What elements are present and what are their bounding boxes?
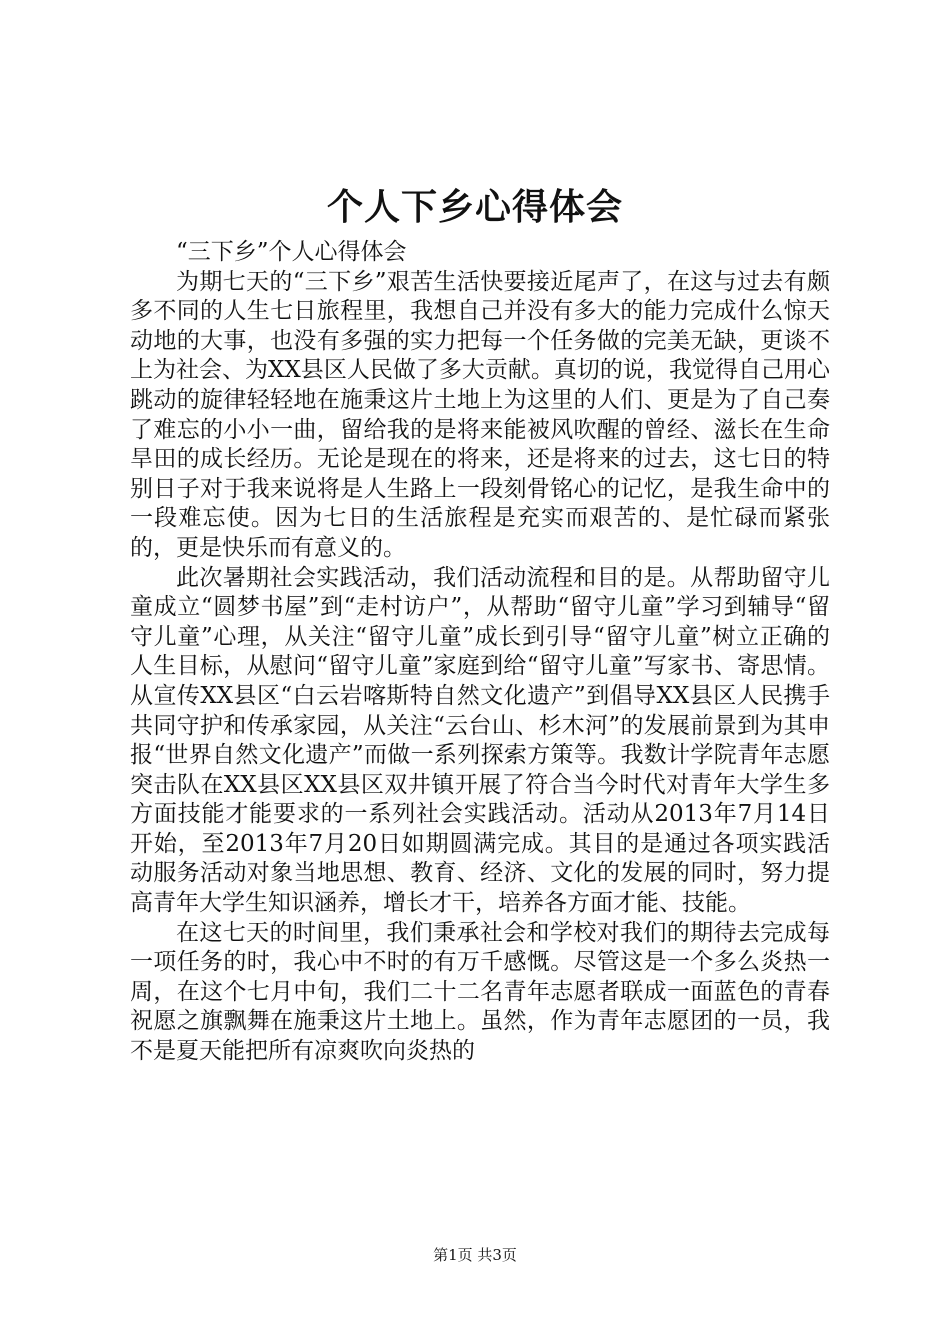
page-footer: 第1页 共3页 bbox=[433, 1246, 517, 1264]
document-body bbox=[130, 238, 830, 1067]
document-subtitle: “三下乡”个人心得体会 bbox=[176, 239, 407, 265]
paragraph: 在这七天的时间里，我们秉承社会和学校对我们的期待去完成每一项任务的时，我心中不时的有万千感慨。尽管这是一个多么炎热一周，在这个七月中旬，我们二十二名青年志愿者联成一面蓝色的青春祝愿之旗飘舞在施秉这片土地上。虽然，作为青年志愿团的一员，我不是夏天能把所有凉爽吹向炎热的 bbox=[130, 919, 830, 1065]
document-title: 个人下乡心得体会 bbox=[326, 186, 623, 228]
paragraph: 为期七天的“三下乡”艰苦生活快要接近尾声了，在这与过去有颇多不同的人生七日旅程里，我想自己并没有多大的能力完成什么惊天动地的大事，也没有多强的实力把每一个任务做的完美无缺，更谈不上为社会、为XX县区人民做了多大贡献。真切的说，我觉得自己用心跳动的旋律轻轻地在施秉这片土地上为这里的人们、更是为了自己奏了难忘的小小一曲，留给我的是将来能被风吹醒的曾经、滋长在生命旱田的成长经历。无论是现在的将来，还是将来的过去，这七日的特别日子对于我来说将是人生路上一段刻骨铭心的记忆，是我生命中的一段难忘使。因为七日的生活旅程是充实而艰苦的、是忙碌而紧张的，更是快乐而有意义的。 bbox=[130, 268, 830, 561]
paragraph: 此次暑期社会实践活动，我们活动流程和目的是。从帮助留守儿童成立“圆梦书屋”到“走村访户”，从帮助“留守儿童”学习到辅导“留守儿童”心理，从关注“留守儿童”成长到引导“留守儿童”树立正确的人生目标，从慰问“留守儿童”家庭到给“留守儿童”写家书、寄思情。从宣传XX县区“白云岩喀斯特自然文化遗产”到倡导XX县区人民携手共同守护和传承家园，从关注“云台山、杉木河”的发展前景到为其申报“世界自然文化遗产”而做一系列探索方策等。我数计学院青年志愿突击队在XX县区XX县区双井镇开展了符合当今时代对青年大学生多方面技能才能要求的一系列社会实践活动。活动从2013年7月14日开始，至2013年7月20日如期圆满完成。其目的是通过各项实践活动服务活动对象当地思想、教育、经济、文化的发展的同时，努力提高青年大学生知识涵养，增长才干，培养各方面才能、技能。 bbox=[130, 564, 830, 917]
